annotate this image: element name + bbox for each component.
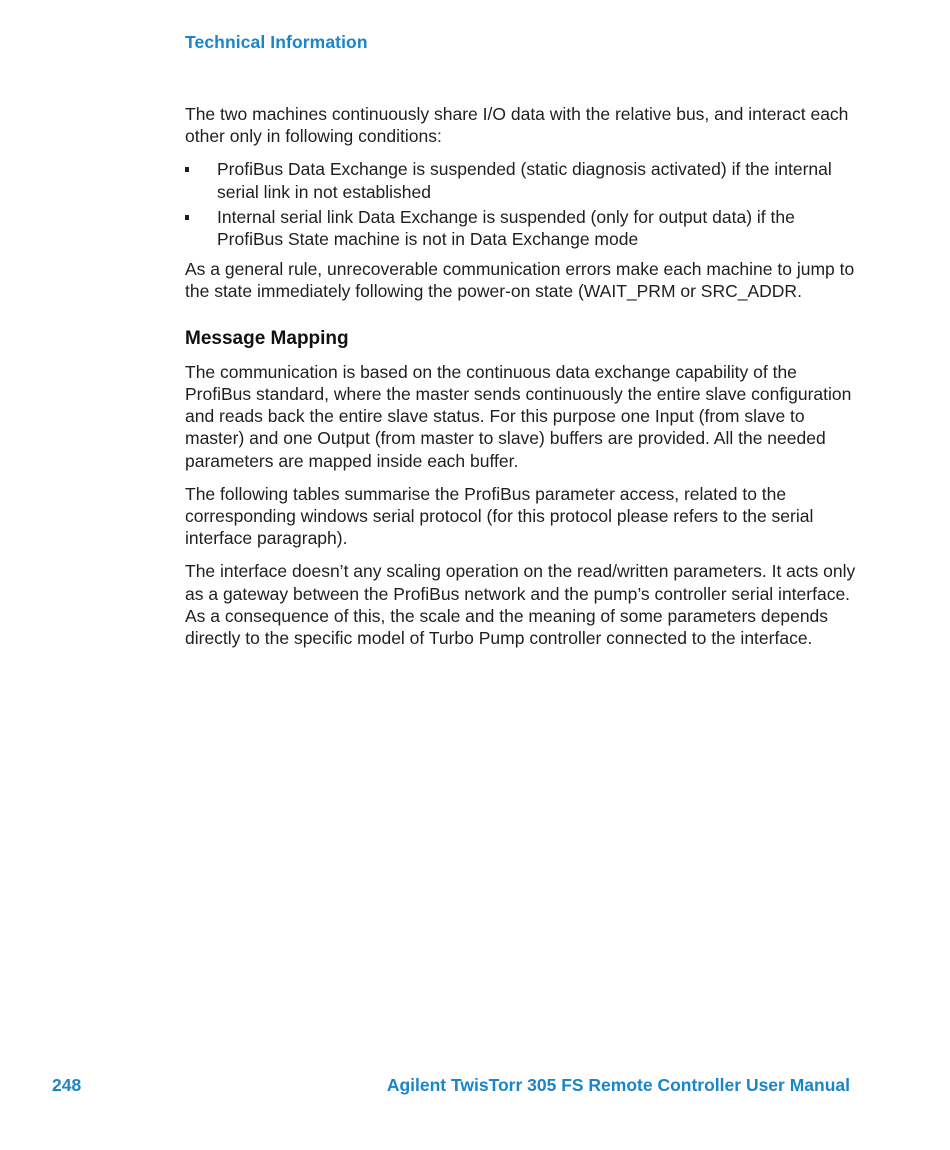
general-rule-paragraph: As a general rule, unrecoverable communication errors make each machine to jump to the state immediately following the power-on state (WAIT_PRM or SRC_ADDR. xyxy=(185,259,855,302)
intro-paragraph: The two machines continuously share I/O data with the relative bus, and interact each other only in following conditions: xyxy=(185,104,849,147)
list-item xyxy=(185,158,865,202)
body-paragraph: The following tables summarise the ProfiBus parameter access, related to the corresponding windows serial protocol (for this protocol please refers to the serial interface paragraph). xyxy=(185,483,814,549)
list-item-text: ProfiBus Data Exchange is suspended (static diagnosis activated) if the internal serial link in not established xyxy=(217,159,832,202)
body-paragraph: The communication is based on the continuous data exchange capability of the ProfiBus standard, where the master sends continuously the entire slave configuration and reads back the entire slave status. For this purpose one Input (from slave to master) and one Output (from master to slave) buffers are provided. All the needed parameters are mapped inside each buffer. xyxy=(185,361,852,471)
bullet-icon xyxy=(185,215,189,220)
manual-title: Agilent TwisTorr 305 FS Remote Controller User Manual xyxy=(386,1075,850,1095)
list-item-text: Internal serial link Data Exchange is suspended (only for output data) if the ProfiBus State machine is not in Data Exchange mode xyxy=(217,206,795,250)
page-body xyxy=(185,103,865,660)
body-paragraph: The interface doesn’t any scaling operation on the read/written parameters. It acts only as a gateway between the ProfiBus network and the pump’s controller serial interface. As a consequence of this, the scale and the meaning of some parameters depends directly to the specific model of Turbo Pump controller connected to the interface. xyxy=(185,561,856,649)
message-mapping-heading: Message Mapping xyxy=(185,327,349,349)
list-item xyxy=(185,206,865,250)
section-header: Technical Information xyxy=(185,32,368,52)
page-number: 248 xyxy=(52,1075,82,1095)
conditions-list xyxy=(185,158,865,250)
bullet-icon xyxy=(185,167,189,172)
